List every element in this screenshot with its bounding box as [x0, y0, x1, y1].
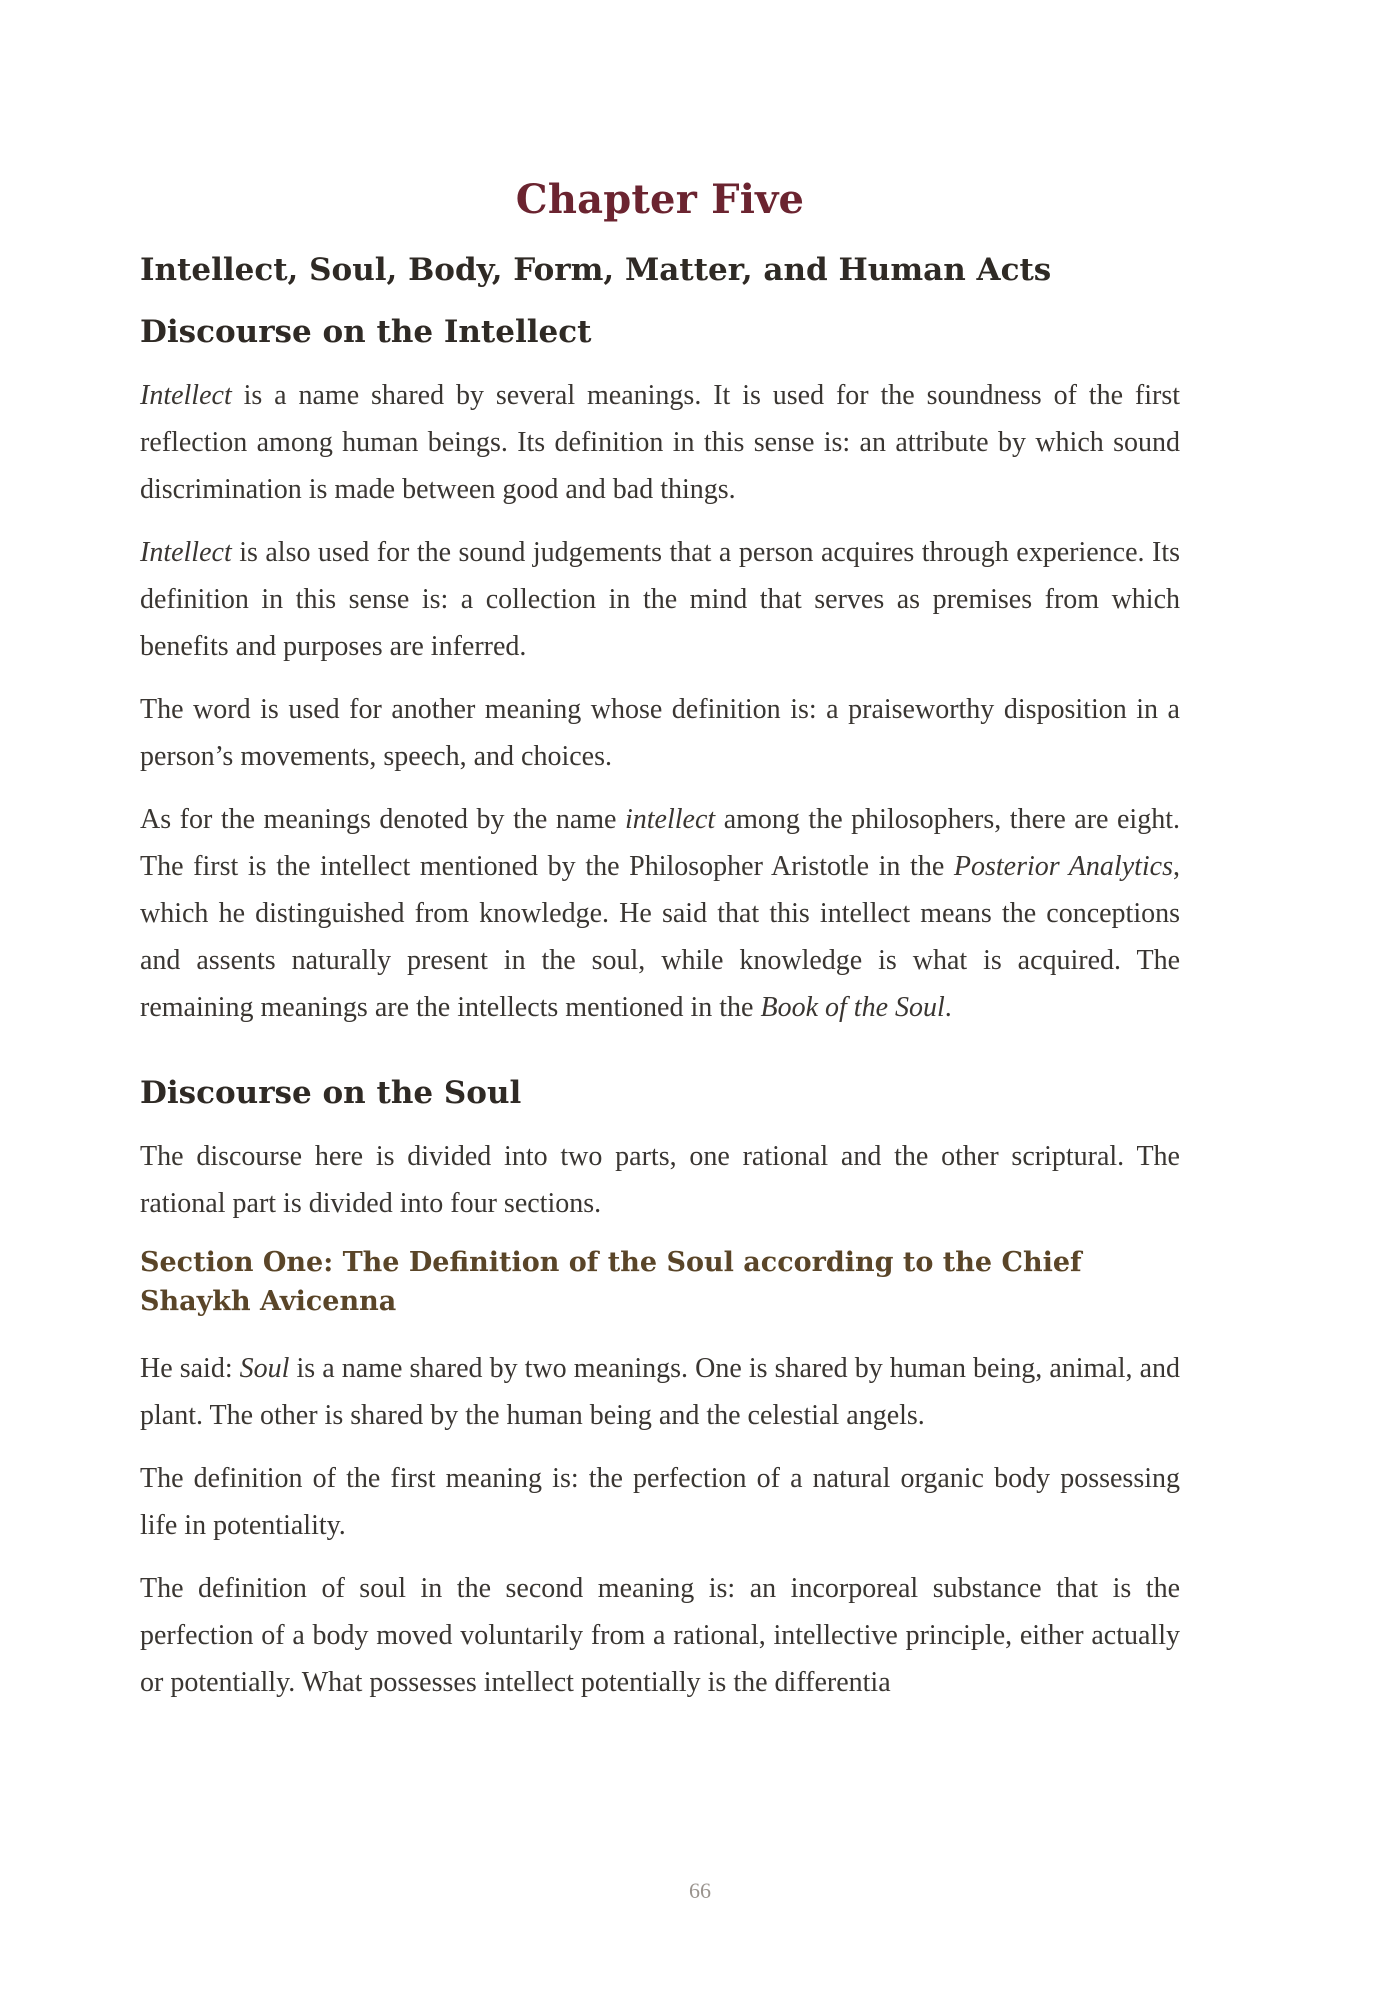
- italic-term: intellect: [624, 804, 716, 835]
- page-number: 66: [689, 1878, 711, 1903]
- paragraph-soul-4: The definition of soul in the second meaning is: an incorporeal substance that is the perfection of a body moved voluntarily from a rational, intellective principle, either actually or potentially. What possesses intellect potentially is the differentia: [140, 1573, 1180, 1698]
- book-title-posterior-analytics: Posterior Analytics: [953, 851, 1174, 882]
- chapter-subtitle: Intellect, Soul, Body, Form, Matter, and Human Acts: [140, 252, 1052, 288]
- subsection-heading-definition-of-soul: Section One: The Definition of the Soul according to the Chief Shaykh Avicenna: [140, 1247, 1082, 1317]
- paragraph-text: As for the meanings denoted by the name: [140, 804, 625, 835]
- paragraph-text: is a name shared by several meanings. It is used for the soundness of the first reflection among human beings. Its definition in this sense is: an attribute by which sound discrimination is made between good and bad things.: [140, 380, 1180, 505]
- italic-term: Intellect: [140, 380, 232, 411]
- chapter-title: Chapter Five: [515, 176, 805, 223]
- book-title-book-of-the-soul: Book of the Soul: [760, 992, 945, 1023]
- section-heading-intellect: Discourse on the Intellect: [140, 314, 592, 350]
- paragraph-text: , which he distinguished from knowledge. He said that this intellect means the conceptions and assents naturally present in the soul, while knowledge is what is acquired. The remaining meanings are the intellects mentioned in the: [140, 851, 1181, 1023]
- italic-term: Intellect: [140, 537, 232, 568]
- paragraph-text: .: [944, 992, 952, 1023]
- paragraph-text: He said:: [140, 1353, 240, 1384]
- paragraph-text: is a name shared by two meanings. One is shared by human being, animal, and plant. The other is shared by the human being and the celestial angels.: [140, 1353, 1181, 1431]
- paragraph-text: among the philosophers, there are eight. The first is the intellect mentioned by the Philosopher Aristotle in the: [140, 804, 1180, 882]
- italic-term: Soul: [239, 1353, 290, 1384]
- section-heading-soul: Discourse on the Soul: [140, 1075, 522, 1111]
- paragraph-soul-2: [140, 1345, 1180, 1439]
- paragraph-soul-3: The definition of the first meaning is: the perfection of a natural organic body possessing life in potentiality.: [140, 1463, 1180, 1541]
- paragraph-text: is also used for the sound judgements that a person acquires through experience. Its definition in this sense is: a collection in the mind that serves as premises from which benefits and purposes are inferred.: [140, 537, 1180, 662]
- paragraph-intellect-2: [140, 529, 1180, 670]
- page-content: [140, 170, 1180, 1722]
- paragraph-soul-1: The discourse here is divided into two parts, one rational and the other scriptural. The rational part is divided into four sections.: [140, 1141, 1180, 1219]
- paragraph-intellect-4: [140, 796, 1180, 1031]
- paragraph-intellect-3: The word is used for another meaning whose definition is: a praiseworthy disposition in a person’s movements, speech, and choices.: [140, 694, 1180, 772]
- paragraph-intellect-1: [140, 372, 1180, 513]
